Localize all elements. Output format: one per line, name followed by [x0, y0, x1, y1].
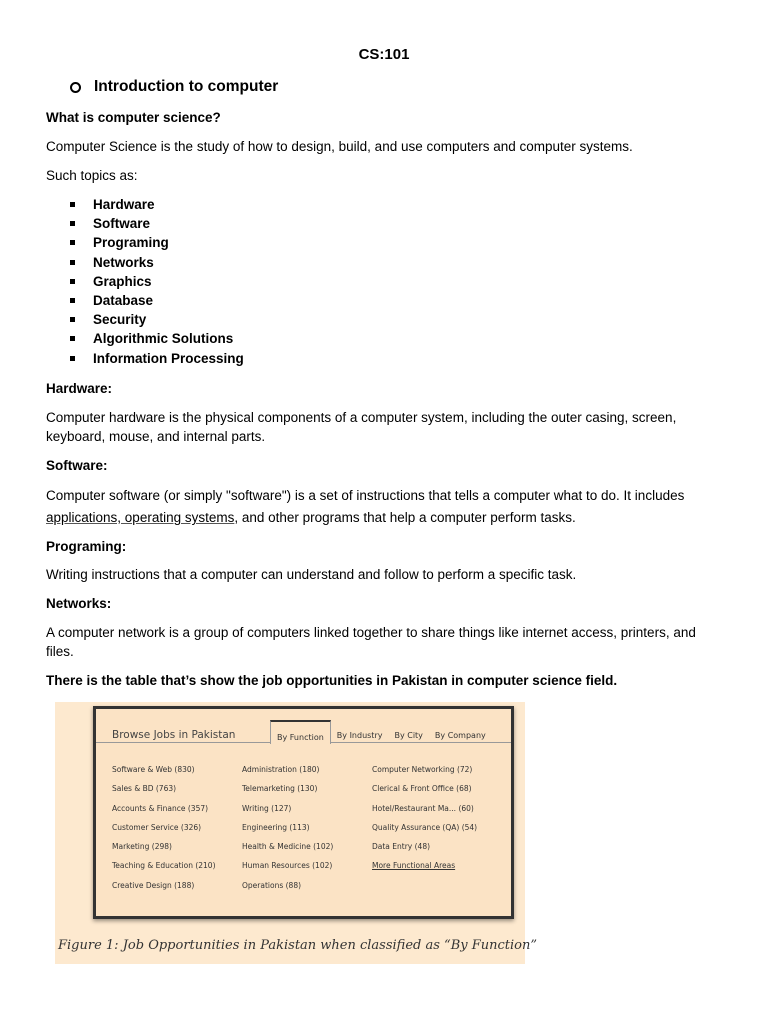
software-paragraph: Computer software (or simply "software") is a set of instructions that tells a computer what to do. It includes applications, operating systems, and other programs that help a computer perform tasks.	[46, 488, 685, 525]
circle-bullet-icon	[70, 82, 81, 93]
hardware-heading: Hardware:	[46, 381, 113, 396]
networks-heading: Networks:	[46, 596, 112, 611]
table-intro: There is the table that’s show the job opportunities in Pakistan in computer science field.	[46, 673, 618, 688]
figure-columns	[112, 765, 512, 900]
list-item: Information Processing	[70, 349, 244, 368]
list-item: Creative Design (188)	[112, 880, 195, 890]
software-heading: Software:	[46, 458, 108, 473]
square-bullet-icon	[70, 317, 75, 322]
list-item: Telemarketing (130)	[242, 784, 318, 794]
figure-caption: Figure 1: Job Opportunities in Pakistan when classified as “By Function”	[58, 938, 538, 953]
section-heading	[70, 78, 278, 96]
list-item: Software & Web (830)	[112, 765, 195, 774]
document-title: CS:101	[358, 46, 410, 63]
tab-by-function: By Function	[270, 720, 331, 744]
figure-column-1	[112, 765, 242, 900]
list-item: Data Entry (48)	[372, 842, 431, 852]
square-bullet-icon	[70, 336, 75, 341]
software-link-text: applications, operating systems	[46, 510, 235, 525]
list-item: Quality Assurance (QA) (54)	[372, 822, 478, 832]
list-item: Graphics	[70, 272, 244, 291]
list-item: Teaching & Education (210)	[112, 861, 216, 871]
figure-column-3	[372, 765, 512, 900]
square-bullet-icon	[70, 356, 75, 361]
list-item: Hotel/Restaurant Ma... (60)	[372, 803, 474, 813]
topics-intro: Such topics as:	[46, 168, 138, 183]
list-item: Programing	[70, 233, 244, 252]
figure-title: Browse Jobs in Pakistan	[112, 729, 236, 741]
list-item: Administration (180)	[242, 765, 320, 774]
question-heading: What is computer science?	[46, 110, 221, 125]
list-item: Security	[70, 310, 244, 329]
networks-paragraph: A computer network is a group of computers linked together to share things like internet access, printers, and files.	[46, 625, 696, 659]
list-item: Marketing (298)	[112, 842, 172, 852]
hardware-paragraph: Computer hardware is the physical components of a computer system, including the outer casing, screen, keyboard, mouse, and internal parts.	[46, 410, 677, 444]
list-item: Sales & BD (763)	[112, 784, 177, 794]
list-item: Operations (88)	[242, 880, 302, 890]
jobs-figure	[93, 706, 514, 919]
list-item: Health & Medicine (102)	[242, 842, 334, 852]
list-item: Hardware	[70, 195, 244, 214]
intro-paragraph: Computer Science is the study of how to design, build, and use computers and computer systems.	[46, 139, 633, 154]
tab-by-industry: By Industry	[336, 731, 383, 740]
list-item: Algorithmic Solutions	[70, 329, 244, 348]
section-heading-text: Introduction to computer	[94, 78, 279, 95]
figure-header	[96, 709, 511, 743]
square-bullet-icon	[70, 221, 75, 226]
tab-by-city: By City	[394, 731, 423, 740]
figure-tabs	[270, 722, 492, 744]
list-item: Computer Networking (72)	[372, 765, 473, 774]
list-item: Database	[70, 291, 244, 310]
tab-by-company: By Company	[434, 731, 486, 740]
square-bullet-icon	[70, 202, 75, 207]
list-item: Customer Service (326)	[112, 822, 202, 832]
list-item: Engineering (113)	[242, 822, 310, 832]
list-item: Networks	[70, 253, 244, 272]
programing-paragraph: Writing instructions that a computer can understand and follow to perform a specific task.	[46, 567, 577, 582]
list-item: Writing (127)	[242, 803, 292, 813]
more-functional-areas-link: More Functional Areas	[372, 861, 456, 871]
square-bullet-icon	[70, 240, 75, 245]
square-bullet-icon	[70, 260, 75, 265]
list-item: Software	[70, 214, 244, 233]
list-item: Accounts & Finance (357)	[112, 803, 209, 813]
list-item: Human Resources (102)	[242, 861, 333, 871]
figure-column-2	[242, 765, 372, 900]
list-item: Clerical & Front Office (68)	[372, 784, 472, 794]
programing-heading: Programing:	[46, 539, 127, 554]
square-bullet-icon	[70, 298, 75, 303]
square-bullet-icon	[70, 279, 75, 284]
topics-list	[70, 195, 244, 368]
